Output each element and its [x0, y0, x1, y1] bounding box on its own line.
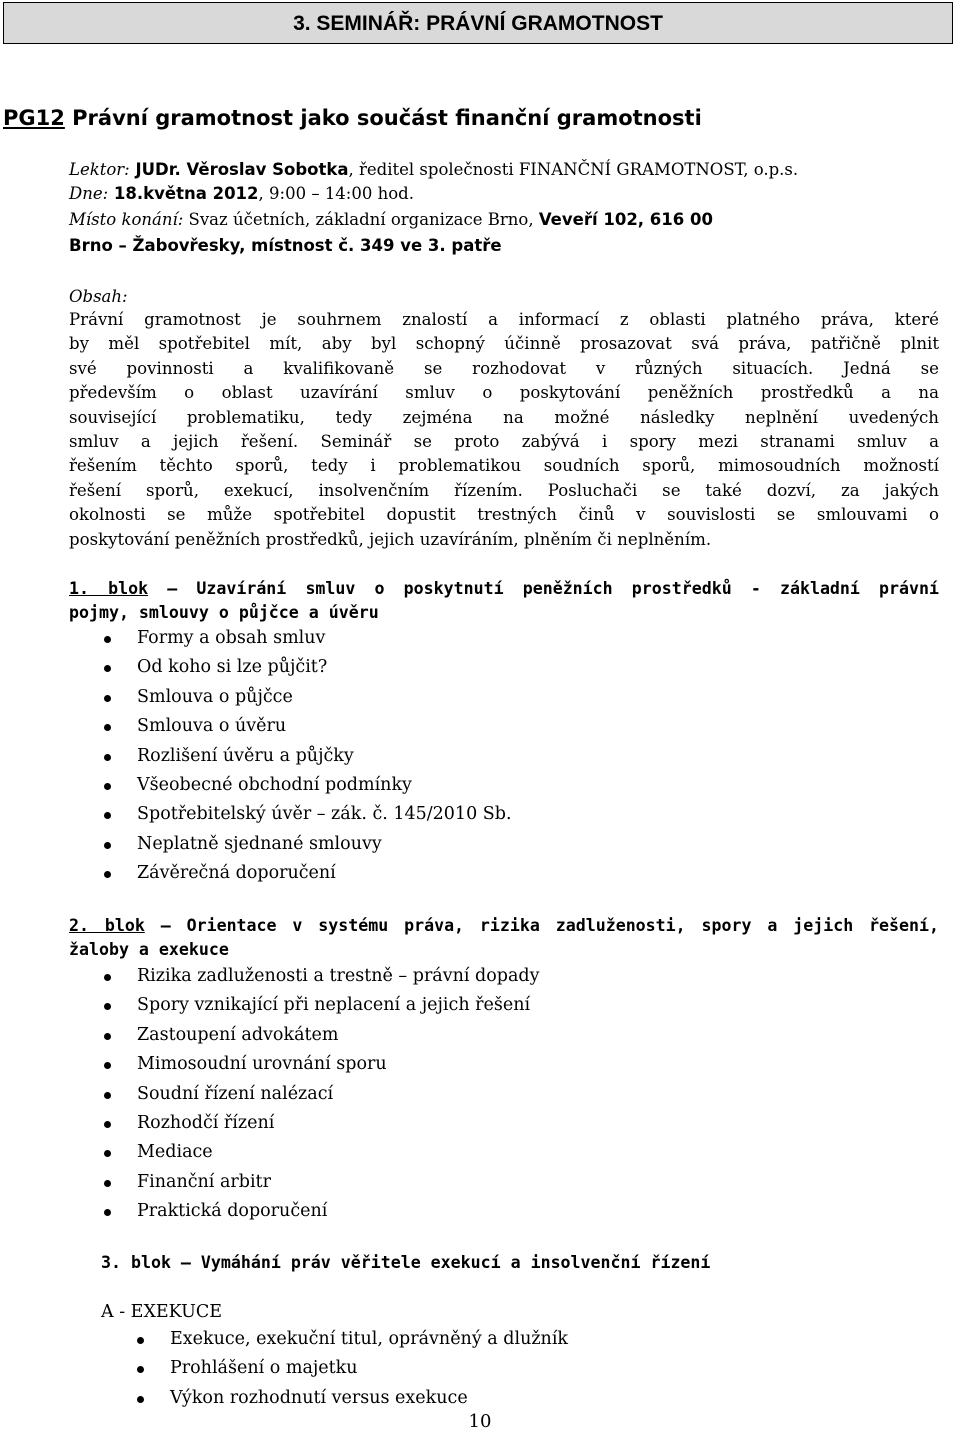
block3-title: 3. blok – Vymáhání práv věřitele exekucí a insolvenční řízení — [101, 1253, 711, 1272]
list-item: Soudní řízení nalézací — [137, 1080, 540, 1109]
bullet-icon — [104, 695, 111, 702]
content-line: související problematiku, tedy zejména na možné následky neplnění uvedených — [69, 407, 939, 427]
section-a-heading: A - EXEKUCE — [101, 1302, 223, 1322]
list-item: Praktická doporučení — [137, 1197, 540, 1226]
date-line — [69, 182, 414, 206]
list-item: Spotřebitelský úvěr – zák. č. 145/2010 Sb. — [137, 800, 512, 829]
list-item: Od koho si lze půjčit? — [137, 653, 512, 682]
course-title — [3, 106, 702, 130]
content-line: okolnosti se může spotřebitel dopustit trestných činů v souvislosti se smlouvami o — [69, 505, 939, 525]
block1-title-line2: pojmy, smlouvy o půjčce a úvěru — [69, 603, 379, 623]
content-line: řešením těchto sporů, tedy i problematikou soudních sporů, mimosoudních možností — [69, 456, 939, 476]
content-line: řešení sporů, exekucí, insolvenčním řízením. Posluchači se také dozví, za jakých — [69, 480, 939, 500]
bullet-icon — [104, 842, 111, 849]
bullet-icon — [104, 871, 111, 878]
place-room: Brno – Žabovřesky, místnost č. 349 ve 3. patře — [69, 236, 502, 255]
content-line: by měl spotřebitel mít, aby byl schopný účinně prosazovat svá práva, patřičně plnit — [69, 334, 939, 354]
course-code: PG12 — [3, 106, 65, 130]
time-value: , 9:00 – 14:00 hod. — [258, 184, 414, 203]
list-item: Rozhodčí řízení — [137, 1109, 540, 1138]
list-item: Závěrečná doporučení — [137, 859, 512, 888]
list-item: Neplatně sjednané smlouvy — [137, 830, 512, 859]
block2-title — [69, 914, 939, 963]
list-item: Všeobecné obchodní podmínky — [137, 771, 512, 800]
block1-list — [137, 624, 512, 889]
content-line: smluv a jejich řešení. Seminář se proto zabývá i spory mezi stranami smluv a — [69, 431, 939, 451]
page-number: 10 — [468, 1411, 492, 1432]
list-item: Mimosoudní urovnání sporu — [137, 1050, 540, 1079]
bullet-icon — [137, 1337, 144, 1344]
bullet-icon — [104, 1121, 111, 1128]
section-header-title: 3. SEMINÁŘ: PRÁVNÍ GRAMOTNOST — [293, 12, 663, 35]
bullet-icon — [104, 665, 111, 672]
bullet-icon — [137, 1366, 144, 1373]
block1-title — [69, 577, 939, 626]
list-item: Zastoupení advokátem — [137, 1021, 540, 1050]
bullet-icon — [104, 754, 111, 761]
place-line — [69, 208, 713, 232]
content-line: své povinnosti a kvalifikovaně se rozhodovat v různých situacích. Jedná se — [69, 358, 939, 378]
course-name: Právní gramotnost jako součást finanční gramotnosti — [64, 106, 702, 130]
block1-prefix: 1. blok — [69, 579, 149, 598]
bullet-icon — [104, 1003, 111, 1010]
bullet-icon — [104, 974, 111, 981]
place-address: Veveří 102, 616 00 — [538, 210, 713, 229]
block1-title-text: – Uzavírání smluv o poskytnutí peněžních prostředků - základní právní — [148, 579, 939, 598]
date-value: 18.května 2012 — [108, 184, 259, 203]
bullet-icon — [104, 812, 111, 819]
place-organization: Svaz účetních, základní organizace Brno, — [183, 210, 539, 229]
list-item: Smlouva o úvěru — [137, 712, 512, 741]
list-item: Výkon rozhodnutí versus exekuce — [170, 1384, 568, 1413]
bullet-icon — [104, 724, 111, 731]
content-line: především o oblast uzavírání smluv o poskytování peněžních prostředků a na — [69, 383, 939, 403]
bullet-icon — [104, 1092, 111, 1099]
bullet-icon — [137, 1396, 144, 1403]
bullet-icon — [104, 783, 111, 790]
content-line: Právní gramotnost je souhrnem znalostí a informací z oblasti platného práva, které — [69, 310, 939, 329]
content-label: Obsah: — [69, 287, 128, 306]
lecturer-line — [69, 158, 798, 182]
date-label: Dne: — [69, 184, 109, 203]
section-header — [3, 2, 953, 44]
list-item: Mediace — [137, 1138, 540, 1167]
list-item: Rozlišení úvěru a půjčky — [137, 742, 512, 771]
lecturer-role: , ředitel společnosti FINANČNÍ GRAMOTNOST, o.p.s. — [348, 160, 799, 179]
list-item: Finanční arbitr — [137, 1168, 540, 1197]
bullet-icon — [104, 1033, 111, 1040]
block3-list — [170, 1325, 568, 1413]
place-label: Místo konání: — [69, 210, 184, 229]
block2-title-line2: žaloby a exekuce — [69, 940, 229, 960]
list-item: Exekuce, exekuční titul, oprávněný a dlužník — [170, 1325, 568, 1354]
lecturer-label: Lektor: — [69, 160, 130, 179]
place-line-2 — [69, 234, 502, 258]
lecturer-name: JUDr. Věroslav Sobotka — [129, 160, 349, 179]
list-item: Smlouva o půjčce — [137, 683, 512, 712]
bullet-icon — [104, 1062, 111, 1069]
list-item: Prohlášení o majetku — [170, 1354, 568, 1383]
block2-list — [137, 962, 540, 1227]
bullet-icon — [104, 1150, 111, 1157]
bullet-icon — [104, 636, 111, 643]
block2-prefix: 2. blok — [69, 916, 145, 935]
block2-title-text: – Orientace v systému práva, rizika zadluženosti, spory a jejich řešení, — [144, 916, 940, 935]
list-item: Rizika zadluženosti a trestně – právní dopady — [137, 962, 540, 991]
bullet-icon — [104, 1180, 111, 1187]
content-paragraph — [69, 308, 939, 552]
list-item: Spory vznikající při neplacení a jejich řešení — [137, 991, 540, 1020]
content-line: poskytování peněžních prostředků, jejich uzavíráním, plněním či neplněním. — [69, 529, 712, 549]
bullet-icon — [104, 1209, 111, 1216]
list-item: Formy a obsah smluv — [137, 624, 512, 653]
content-label-line — [69, 285, 128, 309]
